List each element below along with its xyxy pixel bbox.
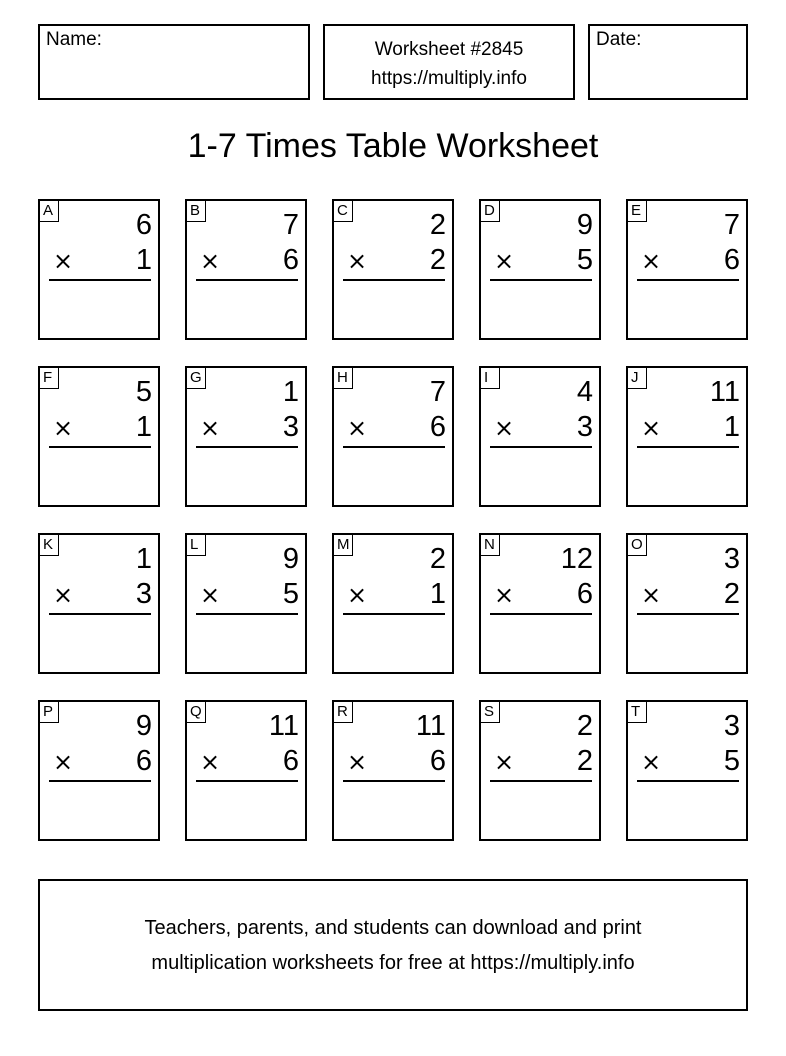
name-box — [38, 24, 310, 100]
answer-line — [49, 446, 151, 448]
problem-bottom-number: 6 — [135, 745, 152, 777]
problem-bottom-number: 1 — [723, 411, 740, 443]
problem-letter: O — [627, 534, 647, 556]
problem-letter: J — [627, 367, 647, 389]
problem-bottom-number: 3 — [576, 411, 593, 443]
problem-letter: Q — [186, 701, 206, 723]
times-sign: × — [494, 748, 515, 776]
problem-box — [332, 366, 454, 507]
problem-box — [332, 700, 454, 841]
answer-line — [343, 780, 445, 782]
problem-letter: M — [333, 534, 353, 556]
problem-box — [626, 533, 748, 674]
problem-box — [626, 199, 748, 340]
problem-box — [626, 700, 748, 841]
problem-top-number: 2 — [429, 543, 446, 575]
problem-bottom-number: 6 — [429, 745, 446, 777]
answer-line — [343, 279, 445, 281]
problem-box — [38, 533, 160, 674]
answer-line — [196, 613, 298, 615]
problem-letter: S — [480, 701, 500, 723]
problem-box — [479, 700, 601, 841]
problem-bottom-number: 6 — [576, 578, 593, 610]
times-sign: × — [494, 247, 515, 275]
problem-top-number: 12 — [560, 543, 593, 575]
problem-bottom-number: 2 — [723, 578, 740, 610]
problem-letter: B — [186, 200, 206, 222]
problem-top-number: 2 — [429, 209, 446, 241]
footer-box — [38, 879, 748, 1011]
date-label: Date: — [596, 29, 642, 50]
problem-box — [479, 199, 601, 340]
problem-letter: F — [39, 367, 59, 389]
problem-box — [38, 700, 160, 841]
problem-letter: G — [186, 367, 206, 389]
problem-top-number: 4 — [576, 376, 593, 408]
times-sign: × — [494, 581, 515, 609]
problem-box — [479, 366, 601, 507]
problem-bottom-number: 6 — [429, 411, 446, 443]
problem-letter: A — [39, 200, 59, 222]
problem-bottom-number: 3 — [282, 411, 299, 443]
times-sign: × — [347, 748, 368, 776]
answer-line — [196, 446, 298, 448]
problem-top-number: 6 — [135, 209, 152, 241]
times-sign: × — [347, 247, 368, 275]
footer-line-2: multiplication worksheets for free at https://multiply.info — [151, 952, 635, 974]
problem-top-number: 9 — [282, 543, 299, 575]
problem-box — [38, 366, 160, 507]
date-box — [588, 24, 748, 100]
problem-bottom-number: 2 — [429, 244, 446, 276]
answer-line — [49, 780, 151, 782]
problem-bottom-number: 5 — [576, 244, 593, 276]
problem-top-number: 11 — [415, 710, 446, 742]
times-sign: × — [347, 581, 368, 609]
worksheet-url: https://multiply.info — [371, 68, 527, 89]
problem-top-number: 9 — [135, 710, 152, 742]
times-sign: × — [53, 581, 74, 609]
problem-box — [185, 199, 307, 340]
problem-letter: T — [627, 701, 647, 723]
answer-line — [343, 613, 445, 615]
problem-top-number: 2 — [576, 710, 593, 742]
times-sign: × — [53, 247, 74, 275]
problem-top-number: 1 — [135, 543, 152, 575]
answer-line — [490, 446, 592, 448]
times-sign: × — [641, 581, 662, 609]
times-sign: × — [641, 247, 662, 275]
answer-line — [637, 279, 739, 281]
problem-bottom-number: 6 — [282, 244, 299, 276]
problem-box — [185, 700, 307, 841]
times-sign: × — [53, 414, 74, 442]
problem-top-number: 7 — [282, 209, 299, 241]
problem-letter: D — [480, 200, 500, 222]
problem-top-number: 9 — [576, 209, 593, 241]
problem-top-number: 5 — [135, 376, 152, 408]
times-sign: × — [200, 247, 221, 275]
times-sign: × — [494, 414, 515, 442]
times-sign: × — [641, 748, 662, 776]
answer-line — [637, 780, 739, 782]
problem-letter: R — [333, 701, 353, 723]
answer-line — [490, 279, 592, 281]
problem-box — [38, 199, 160, 340]
times-sign: × — [53, 748, 74, 776]
problem-letter: C — [333, 200, 353, 222]
times-sign: × — [347, 414, 368, 442]
answer-line — [49, 613, 151, 615]
answer-line — [49, 279, 151, 281]
problem-top-number: 7 — [723, 209, 740, 241]
problem-bottom-number: 1 — [135, 411, 152, 443]
problem-top-number: 7 — [429, 376, 446, 408]
problem-bottom-number: 3 — [135, 578, 152, 610]
answer-line — [637, 446, 739, 448]
times-sign: × — [200, 581, 221, 609]
answer-line — [196, 780, 298, 782]
problem-box — [479, 533, 601, 674]
problem-letter: E — [627, 200, 647, 222]
footer-line-1: Teachers, parents, and students can download and print — [144, 917, 642, 939]
problem-bottom-number: 5 — [282, 578, 299, 610]
worksheet-number: Worksheet #2845 — [374, 39, 524, 60]
problem-bottom-number: 2 — [576, 745, 593, 777]
problem-box — [626, 366, 748, 507]
answer-line — [637, 613, 739, 615]
times-sign: × — [200, 748, 221, 776]
problem-box — [332, 533, 454, 674]
times-sign: × — [200, 414, 221, 442]
name-label: Name: — [46, 29, 102, 50]
problem-bottom-number: 1 — [135, 244, 152, 276]
answer-line — [490, 613, 592, 615]
problem-bottom-number: 1 — [429, 578, 446, 610]
times-sign: × — [641, 414, 662, 442]
problem-bottom-number: 6 — [723, 244, 740, 276]
problem-top-number: 11 — [709, 376, 740, 408]
answer-line — [196, 279, 298, 281]
problem-bottom-number: 6 — [282, 745, 299, 777]
problem-top-number: 3 — [723, 543, 740, 575]
problem-box — [185, 366, 307, 507]
problem-top-number: 3 — [723, 710, 740, 742]
problem-letter: H — [333, 367, 353, 389]
problem-top-number: 11 — [268, 710, 299, 742]
worksheet-info-box — [323, 24, 575, 100]
problem-letter: L — [186, 534, 206, 556]
problem-letter: P — [39, 701, 59, 723]
problem-box — [332, 199, 454, 340]
problem-letter: N — [480, 534, 500, 556]
problem-letter: I — [480, 367, 500, 389]
problem-bottom-number: 5 — [723, 745, 740, 777]
problem-letter: K — [39, 534, 59, 556]
problem-box — [185, 533, 307, 674]
problem-top-number: 1 — [282, 376, 299, 408]
answer-line — [343, 446, 445, 448]
page-title: 1-7 Times Table Worksheet — [187, 127, 599, 165]
answer-line — [490, 780, 592, 782]
